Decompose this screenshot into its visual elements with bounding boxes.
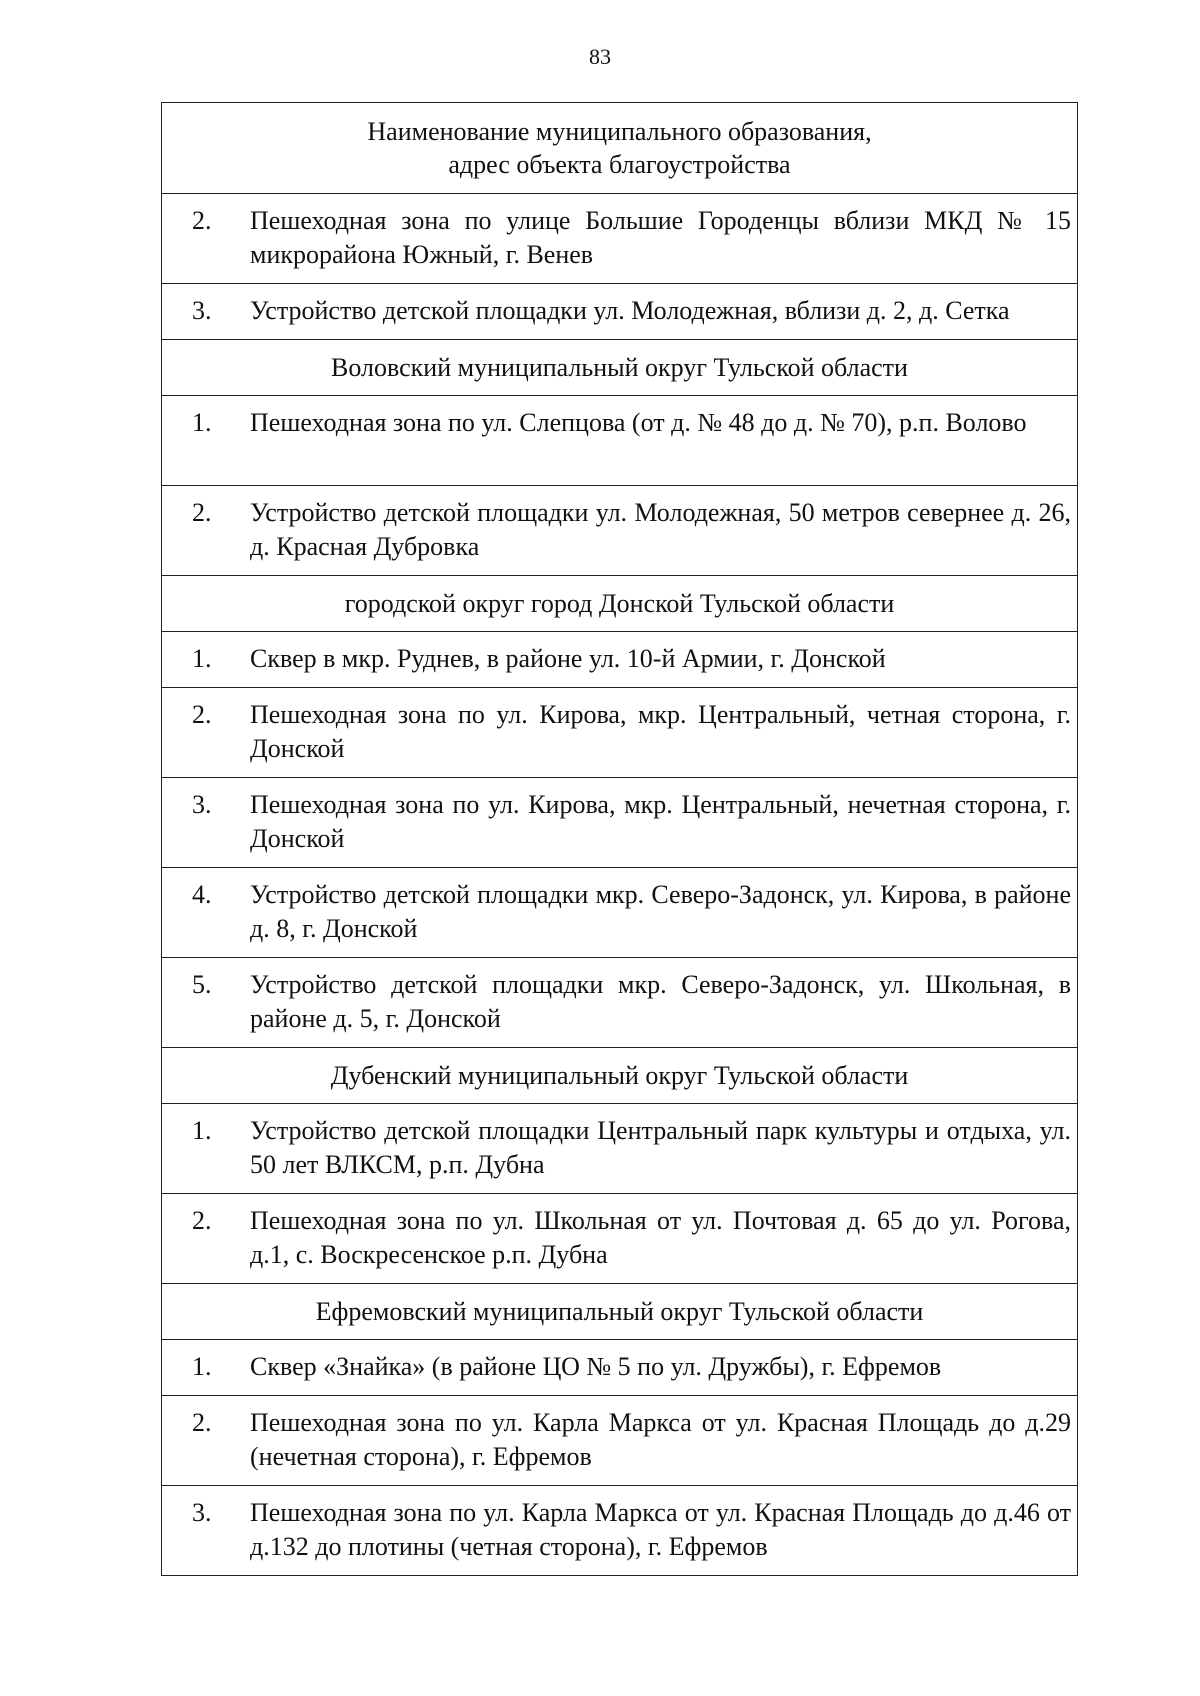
row-address: Пешеходная зона по улице Большие Городенцы вблизи МКД № 15 микрорайона Южный, г. Венев (250, 206, 1071, 269)
table-header-text (367, 115, 871, 181)
table-row (162, 485, 1077, 575)
page-number: 83 (589, 44, 611, 69)
table-row (162, 777, 1077, 867)
section-heading-donskoy: городской округ город Донской Тульской области (162, 575, 1077, 631)
row-address: Сквер «Знайка» (в районе ЦО № 5 по ул. Дружбы), г. Ефремов (250, 1352, 942, 1381)
table-row (162, 1103, 1077, 1193)
table-row (162, 867, 1077, 957)
row-number: 2. (192, 1408, 212, 1437)
table-header-line-1: Наименование муниципального образования, (367, 117, 872, 146)
row-number: 3. (192, 296, 212, 325)
row-number: 1. (192, 1116, 212, 1145)
table-row (162, 1485, 1077, 1575)
row-address: Устройство детской площадки мкр. Северо-Задонск, ул. Школьная, в районе д. 5, г. Донской (250, 970, 1071, 1033)
row-address: Устройство детской площадки ул. Молодежная, вблизи д. 2, д. Сетка (250, 296, 1010, 325)
table-row (162, 1339, 1077, 1395)
row-address: Пешеходная зона по ул. Кирова, мкр. Центральный, четная сторона, г. Донской (250, 700, 1071, 763)
table-header-line-2: адрес объекта благоустройства (448, 150, 791, 179)
table-row (162, 687, 1077, 777)
row-number: 4. (192, 880, 212, 909)
row-number: 2. (192, 498, 212, 527)
row-number: 3. (192, 1498, 212, 1527)
table-row (162, 957, 1077, 1047)
table-row (162, 1395, 1077, 1485)
section-heading-volovsky: Воловский муниципальный округ Тульской области (162, 339, 1077, 395)
row-address: Пешеходная зона по ул. Карла Маркса от ул. Красная Площадь до д.46 от д.132 до плотины (четная сторона), г. Ефремов (250, 1498, 1071, 1561)
row-number: 1. (192, 644, 212, 673)
table-row (162, 395, 1077, 485)
row-number: 1. (192, 1352, 212, 1381)
table-row (162, 283, 1077, 339)
row-number: 3. (192, 790, 212, 819)
row-address: Пешеходная зона по ул. Школьная от ул. Почтовая д. 65 до ул. Рогова, д.1, с. Воскресенское р.п. Дубна (250, 1206, 1071, 1269)
table-row (162, 631, 1077, 687)
row-number: 1. (192, 408, 212, 437)
row-address: Сквер в мкр. Руднев, в районе ул. 10-й Армии, г. Донской (250, 644, 886, 673)
row-address: Устройство детской площадки ул. Молодежная, 50 метров севернее д. 26, д. Красная Дубровка (250, 498, 1071, 561)
table-header (162, 103, 1077, 193)
section-heading-efremovsky: Ефремовский муниципальный округ Тульской области (162, 1283, 1077, 1339)
row-address: Пешеходная зона по ул. Слепцова (от д. № 48 до д. № 70), р.п. Волово (250, 408, 1027, 437)
row-address: Пешеходная зона по ул. Кирова, мкр. Центральный, нечетная сторона, г. Донской (250, 790, 1071, 853)
improvement-objects-table (161, 102, 1078, 1576)
row-number: 2. (192, 1206, 212, 1235)
row-number: 2. (192, 206, 212, 235)
row-address: Пешеходная зона по ул. Карла Маркса от ул. Красная Площадь до д.29 (нечетная сторона), г. Ефремов (250, 1408, 1071, 1471)
table-row (162, 193, 1077, 283)
row-number: 5. (192, 970, 212, 999)
row-address: Устройство детской площадки мкр. Северо-Задонск, ул. Кирова, в районе д. 8, г. Донской (250, 880, 1071, 943)
row-address: Устройство детской площадки Центральный парк культуры и отдыха, ул. 50 лет ВЛКСМ, р.п. Дубна (250, 1116, 1071, 1179)
section-heading-dubensky: Дубенский муниципальный округ Тульской области (162, 1047, 1077, 1103)
row-number: 2. (192, 700, 212, 729)
table-row (162, 1193, 1077, 1283)
